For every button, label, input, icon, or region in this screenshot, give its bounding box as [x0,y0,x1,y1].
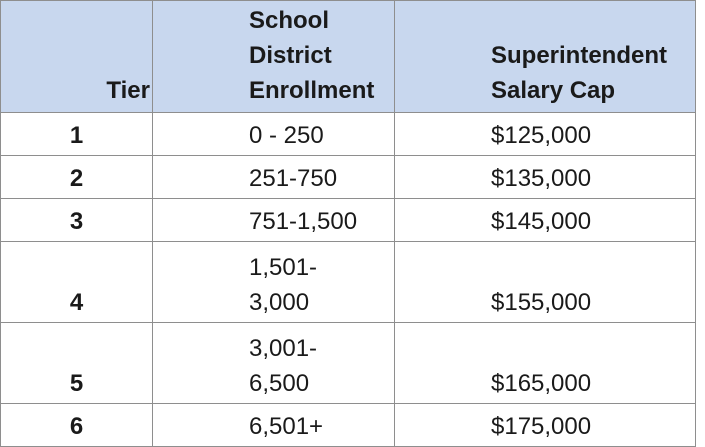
header-salary-cap-line-1: Superintendent [491,42,668,69]
table-row [1,404,696,447]
salary-cap-cell: $125,000 [395,113,696,156]
enrollment-cell [153,156,395,199]
salary-cap-cell: $175,000 [395,404,696,447]
header-tier [1,1,153,113]
table-row [1,242,696,323]
table-row [1,156,696,199]
enrollment-line: 251-750 [249,165,338,192]
header-tier-label: Tier [106,77,150,104]
tier-cell: 5 [1,323,153,404]
header-enrollment-line-1: School [249,7,330,34]
enrollment-line: 6,500 [249,370,310,397]
tier-cell: 4 [1,242,153,323]
tier-cell: 6 [1,404,153,447]
enrollment-cell [153,113,395,156]
enrollment-line: 0 - 250 [249,122,324,149]
salary-cap-cell: $135,000 [395,156,696,199]
tier-cell: 1 [1,113,153,156]
table-row [1,199,696,242]
tier-cell: 3 [1,199,153,242]
enrollment-line: 6,501+ [249,413,324,440]
enrollment-cell [153,323,395,404]
enrollment-line: 751-1,500 [249,208,358,235]
enrollment-line: 3,001- [249,335,318,362]
enrollment-cell [153,404,395,447]
header-enrollment-line-2: District [249,42,332,69]
header-row [1,1,696,113]
header-enrollment [153,1,395,113]
header-salary-cap-line-2: Salary Cap [491,77,616,104]
enrollment-line: 1,501- [249,254,318,281]
enrollment-cell [153,199,395,242]
table-row [1,323,696,404]
header-enrollment-line-3: Enrollment [249,77,375,104]
header-salary-cap [395,1,696,113]
tier-cell: 2 [1,156,153,199]
salary-cap-cell: $155,000 [395,242,696,323]
table-row [1,113,696,156]
salary-cap-cell: $145,000 [395,199,696,242]
salary-cap-cell: $165,000 [395,323,696,404]
enrollment-line: 3,000 [249,289,310,316]
enrollment-cell [153,242,395,323]
